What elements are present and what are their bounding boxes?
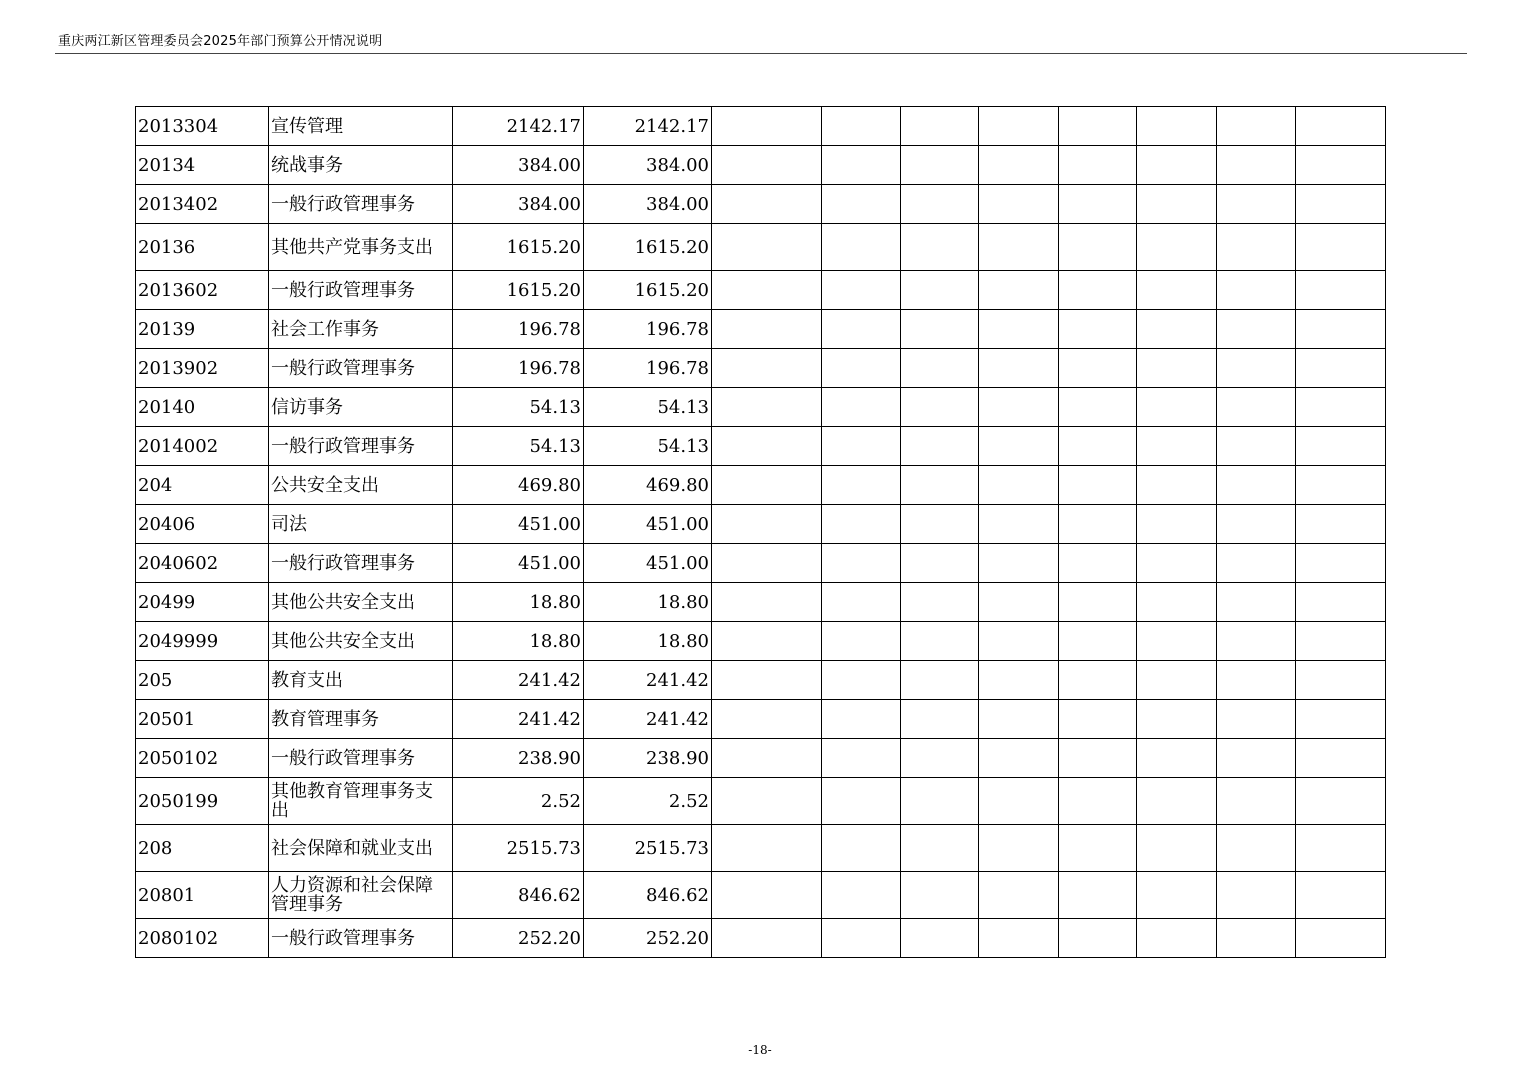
- page-number: -18-: [748, 1043, 772, 1057]
- cell-empty: [1217, 185, 1296, 224]
- cell-subject-name: 一般行政管理事务: [269, 739, 453, 778]
- cell-empty: [979, 310, 1059, 349]
- cell-empty: [1059, 224, 1137, 271]
- cell-empty: [1137, 185, 1217, 224]
- cell-subject-code: 20134: [136, 146, 269, 185]
- cell-subject-code: 20136: [136, 224, 269, 271]
- table-row: [136, 271, 1386, 310]
- cell-empty: [1217, 661, 1296, 700]
- cell-general-budget-amount: 238.90: [584, 739, 712, 778]
- cell-empty: [1217, 739, 1296, 778]
- table-row: [136, 505, 1386, 544]
- cell-empty: [901, 739, 979, 778]
- table-row: [136, 466, 1386, 505]
- table-body: [136, 107, 1386, 958]
- cell-empty: [901, 388, 979, 427]
- cell-empty: [1137, 349, 1217, 388]
- table-row: [136, 427, 1386, 466]
- cell-empty: [822, 622, 901, 661]
- cell-empty: [1059, 505, 1137, 544]
- cell-empty: [901, 661, 979, 700]
- cell-total-amount: 451.00: [453, 505, 584, 544]
- cell-general-budget-amount: 846.62: [584, 872, 712, 919]
- cell-subject-name: 社会保障和就业支出: [269, 825, 453, 872]
- cell-empty: [822, 427, 901, 466]
- cell-subject-code: 2040602: [136, 544, 269, 583]
- cell-subject-name: 一般行政管理事务: [269, 271, 453, 310]
- cell-subject-code: 2013602: [136, 271, 269, 310]
- cell-empty: [979, 505, 1059, 544]
- table-row: [136, 544, 1386, 583]
- cell-empty: [979, 349, 1059, 388]
- cell-empty: [712, 310, 822, 349]
- cell-empty: [979, 427, 1059, 466]
- cell-empty: [712, 271, 822, 310]
- cell-empty: [1059, 271, 1137, 310]
- cell-empty: [1137, 544, 1217, 583]
- cell-empty: [822, 146, 901, 185]
- cell-subject-name: 一般行政管理事务: [269, 427, 453, 466]
- cell-empty: [1137, 427, 1217, 466]
- table-row: [136, 107, 1386, 146]
- cell-subject-name: 社会工作事务: [269, 310, 453, 349]
- cell-general-budget-amount: 18.80: [584, 622, 712, 661]
- cell-subject-code: 20140: [136, 388, 269, 427]
- cell-empty: [1217, 919, 1296, 958]
- cell-subject-code: 208: [136, 825, 269, 872]
- cell-empty: [979, 825, 1059, 872]
- cell-empty: [979, 739, 1059, 778]
- cell-empty: [901, 622, 979, 661]
- cell-subject-name: 人力资源和社会保障管理事务: [269, 872, 453, 919]
- cell-subject-name: 其他公共安全支出: [269, 583, 453, 622]
- budget-expenditure-table: [135, 106, 1386, 958]
- cell-subject-code: 20139: [136, 310, 269, 349]
- table-row: [136, 872, 1386, 919]
- cell-empty: [1137, 622, 1217, 661]
- cell-general-budget-amount: 1615.20: [584, 224, 712, 271]
- cell-subject-code: 2080102: [136, 919, 269, 958]
- cell-general-budget-amount: 2515.73: [584, 825, 712, 872]
- cell-empty: [822, 919, 901, 958]
- cell-empty: [901, 146, 979, 185]
- cell-empty: [1059, 583, 1137, 622]
- cell-empty: [1059, 872, 1137, 919]
- cell-empty: [822, 825, 901, 872]
- cell-empty: [1217, 825, 1296, 872]
- cell-empty: [1137, 700, 1217, 739]
- cell-empty: [1059, 778, 1137, 825]
- cell-empty: [1296, 185, 1386, 224]
- cell-empty: [979, 466, 1059, 505]
- cell-subject-code: 2050199: [136, 778, 269, 825]
- cell-general-budget-amount: 54.13: [584, 427, 712, 466]
- table-row: [136, 661, 1386, 700]
- cell-total-amount: 241.42: [453, 661, 584, 700]
- cell-subject-code: 2014002: [136, 427, 269, 466]
- cell-empty: [712, 583, 822, 622]
- table-row: [136, 622, 1386, 661]
- cell-empty: [1217, 778, 1296, 825]
- cell-empty: [1217, 505, 1296, 544]
- cell-empty: [901, 310, 979, 349]
- cell-subject-code: 2013402: [136, 185, 269, 224]
- cell-empty: [712, 544, 822, 583]
- cell-empty: [1137, 583, 1217, 622]
- cell-empty: [1296, 778, 1386, 825]
- cell-subject-code: 2050102: [136, 739, 269, 778]
- cell-general-budget-amount: 54.13: [584, 388, 712, 427]
- cell-empty: [1059, 919, 1137, 958]
- cell-empty: [1296, 146, 1386, 185]
- cell-empty: [712, 872, 822, 919]
- cell-empty: [1296, 427, 1386, 466]
- cell-empty: [979, 778, 1059, 825]
- cell-empty: [1217, 271, 1296, 310]
- cell-subject-code: 2049999: [136, 622, 269, 661]
- cell-empty: [901, 872, 979, 919]
- cell-empty: [901, 466, 979, 505]
- table-row: [136, 388, 1386, 427]
- cell-empty: [1137, 107, 1217, 146]
- cell-empty: [1296, 271, 1386, 310]
- cell-subject-name: 信访事务: [269, 388, 453, 427]
- cell-subject-name: 公共安全支出: [269, 466, 453, 505]
- cell-empty: [1296, 919, 1386, 958]
- cell-subject-code: 20501: [136, 700, 269, 739]
- cell-total-amount: 2.52: [453, 778, 584, 825]
- cell-empty: [822, 107, 901, 146]
- cell-empty: [979, 544, 1059, 583]
- cell-empty: [712, 825, 822, 872]
- cell-empty: [979, 661, 1059, 700]
- cell-subject-code: 2013902: [136, 349, 269, 388]
- cell-empty: [822, 700, 901, 739]
- cell-empty: [1137, 661, 1217, 700]
- cell-empty: [712, 622, 822, 661]
- cell-empty: [901, 349, 979, 388]
- cell-empty: [1296, 583, 1386, 622]
- cell-empty: [979, 107, 1059, 146]
- cell-empty: [979, 872, 1059, 919]
- cell-empty: [712, 700, 822, 739]
- cell-total-amount: 196.78: [453, 310, 584, 349]
- cell-total-amount: 384.00: [453, 185, 584, 224]
- cell-subject-code: 204: [136, 466, 269, 505]
- cell-total-amount: 252.20: [453, 919, 584, 958]
- cell-empty: [1296, 349, 1386, 388]
- cell-empty: [822, 778, 901, 825]
- cell-empty: [1059, 825, 1137, 872]
- cell-general-budget-amount: 384.00: [584, 146, 712, 185]
- cell-subject-name: 统战事务: [269, 146, 453, 185]
- cell-empty: [1217, 310, 1296, 349]
- cell-total-amount: 451.00: [453, 544, 584, 583]
- cell-empty: [1137, 778, 1217, 825]
- cell-subject-name: 教育支出: [269, 661, 453, 700]
- cell-empty: [1137, 310, 1217, 349]
- cell-general-budget-amount: 384.00: [584, 185, 712, 224]
- cell-empty: [1059, 388, 1137, 427]
- cell-empty: [822, 388, 901, 427]
- cell-empty: [822, 349, 901, 388]
- cell-empty: [1137, 739, 1217, 778]
- cell-empty: [1137, 224, 1217, 271]
- cell-empty: [979, 622, 1059, 661]
- cell-empty: [1217, 107, 1296, 146]
- cell-empty: [1059, 739, 1137, 778]
- cell-empty: [1296, 739, 1386, 778]
- cell-empty: [1059, 700, 1137, 739]
- table-row: [136, 583, 1386, 622]
- cell-empty: [979, 146, 1059, 185]
- cell-empty: [1217, 700, 1296, 739]
- table-row: [136, 700, 1386, 739]
- cell-empty: [1217, 224, 1296, 271]
- cell-empty: [822, 739, 901, 778]
- cell-empty: [1217, 466, 1296, 505]
- cell-empty: [901, 919, 979, 958]
- cell-total-amount: 1615.20: [453, 224, 584, 271]
- cell-empty: [822, 505, 901, 544]
- cell-subject-name: 教育管理事务: [269, 700, 453, 739]
- cell-empty: [1059, 107, 1137, 146]
- cell-empty: [1217, 427, 1296, 466]
- cell-empty: [901, 825, 979, 872]
- cell-empty: [979, 224, 1059, 271]
- cell-subject-name: 司法: [269, 505, 453, 544]
- cell-empty: [712, 185, 822, 224]
- cell-empty: [1059, 466, 1137, 505]
- cell-empty: [901, 427, 979, 466]
- cell-general-budget-amount: 2.52: [584, 778, 712, 825]
- cell-subject-code: 20801: [136, 872, 269, 919]
- cell-empty: [1296, 872, 1386, 919]
- cell-empty: [1296, 622, 1386, 661]
- cell-empty: [712, 388, 822, 427]
- table-row: [136, 310, 1386, 349]
- cell-total-amount: 469.80: [453, 466, 584, 505]
- cell-empty: [901, 271, 979, 310]
- cell-empty: [1137, 466, 1217, 505]
- cell-general-budget-amount: 252.20: [584, 919, 712, 958]
- cell-general-budget-amount: 18.80: [584, 583, 712, 622]
- cell-subject-code: 2013304: [136, 107, 269, 146]
- cell-total-amount: 384.00: [453, 146, 584, 185]
- cell-empty: [1296, 107, 1386, 146]
- cell-empty: [712, 739, 822, 778]
- table-row: [136, 825, 1386, 872]
- table-row: [136, 919, 1386, 958]
- cell-general-budget-amount: 241.42: [584, 661, 712, 700]
- cell-general-budget-amount: 451.00: [584, 505, 712, 544]
- cell-total-amount: 846.62: [453, 872, 584, 919]
- cell-total-amount: 18.80: [453, 583, 584, 622]
- cell-subject-name: 一般行政管理事务: [269, 544, 453, 583]
- cell-general-budget-amount: 1615.20: [584, 271, 712, 310]
- cell-general-budget-amount: 196.78: [584, 349, 712, 388]
- cell-total-amount: 18.80: [453, 622, 584, 661]
- table-row: [136, 185, 1386, 224]
- cell-subject-name: 其他共产党事务支出: [269, 224, 453, 271]
- cell-empty: [712, 919, 822, 958]
- cell-empty: [1217, 583, 1296, 622]
- header-divider: [55, 53, 1467, 54]
- cell-empty: [1059, 185, 1137, 224]
- cell-general-budget-amount: 241.42: [584, 700, 712, 739]
- cell-subject-name: 一般行政管理事务: [269, 349, 453, 388]
- cell-empty: [822, 872, 901, 919]
- cell-general-budget-amount: 469.80: [584, 466, 712, 505]
- table-row: [136, 224, 1386, 271]
- cell-empty: [979, 185, 1059, 224]
- cell-total-amount: 238.90: [453, 739, 584, 778]
- cell-empty: [1059, 146, 1137, 185]
- cell-empty: [822, 271, 901, 310]
- cell-total-amount: 196.78: [453, 349, 584, 388]
- cell-empty: [901, 583, 979, 622]
- table-row: [136, 778, 1386, 825]
- cell-empty: [979, 583, 1059, 622]
- cell-empty: [901, 778, 979, 825]
- cell-subject-name: 宣传管理: [269, 107, 453, 146]
- cell-empty: [1059, 544, 1137, 583]
- cell-total-amount: 54.13: [453, 388, 584, 427]
- cell-total-amount: 1615.20: [453, 271, 584, 310]
- cell-empty: [1296, 466, 1386, 505]
- cell-empty: [712, 107, 822, 146]
- cell-empty: [1137, 872, 1217, 919]
- cell-subject-code: 20406: [136, 505, 269, 544]
- cell-empty: [822, 310, 901, 349]
- cell-subject-name: 一般行政管理事务: [269, 185, 453, 224]
- cell-empty: [712, 778, 822, 825]
- cell-empty: [1296, 310, 1386, 349]
- cell-subject-name: 其他公共安全支出: [269, 622, 453, 661]
- cell-subject-code: 205: [136, 661, 269, 700]
- cell-empty: [901, 224, 979, 271]
- cell-empty: [1137, 388, 1217, 427]
- cell-empty: [822, 661, 901, 700]
- cell-empty: [901, 700, 979, 739]
- cell-empty: [712, 466, 822, 505]
- cell-empty: [1296, 505, 1386, 544]
- cell-empty: [1217, 872, 1296, 919]
- cell-empty: [822, 583, 901, 622]
- cell-empty: [712, 349, 822, 388]
- cell-total-amount: 241.42: [453, 700, 584, 739]
- cell-empty: [901, 107, 979, 146]
- cell-general-budget-amount: 196.78: [584, 310, 712, 349]
- cell-empty: [1059, 661, 1137, 700]
- cell-empty: [1296, 700, 1386, 739]
- cell-empty: [1217, 349, 1296, 388]
- cell-empty: [822, 466, 901, 505]
- cell-empty: [1296, 544, 1386, 583]
- cell-subject-name: 其他教育管理事务支出: [269, 778, 453, 825]
- cell-empty: [1217, 146, 1296, 185]
- cell-empty: [1296, 388, 1386, 427]
- table-row: [136, 146, 1386, 185]
- table-row: [136, 739, 1386, 778]
- cell-empty: [712, 505, 822, 544]
- cell-empty: [1059, 427, 1137, 466]
- cell-empty: [822, 185, 901, 224]
- cell-empty: [1217, 544, 1296, 583]
- cell-empty: [979, 388, 1059, 427]
- cell-empty: [901, 505, 979, 544]
- cell-empty: [1217, 622, 1296, 661]
- cell-empty: [979, 700, 1059, 739]
- cell-general-budget-amount: 451.00: [584, 544, 712, 583]
- cell-general-budget-amount: 2142.17: [584, 107, 712, 146]
- cell-total-amount: 2142.17: [453, 107, 584, 146]
- cell-empty: [901, 544, 979, 583]
- cell-empty: [712, 427, 822, 466]
- cell-empty: [712, 146, 822, 185]
- cell-empty: [1137, 825, 1217, 872]
- cell-empty: [1296, 224, 1386, 271]
- table-row: [136, 349, 1386, 388]
- cell-empty: [712, 224, 822, 271]
- cell-empty: [979, 919, 1059, 958]
- cell-empty: [822, 224, 901, 271]
- cell-total-amount: 54.13: [453, 427, 584, 466]
- page-header-title: 重庆两江新区管理委员会2025年部门预算公开情况说明: [58, 34, 383, 49]
- cell-subject-name: 一般行政管理事务: [269, 919, 453, 958]
- cell-empty: [1137, 146, 1217, 185]
- cell-empty: [1137, 271, 1217, 310]
- cell-empty: [1217, 388, 1296, 427]
- cell-empty: [1137, 919, 1217, 958]
- cell-empty: [1137, 505, 1217, 544]
- cell-empty: [1059, 349, 1137, 388]
- cell-empty: [822, 544, 901, 583]
- cell-empty: [979, 271, 1059, 310]
- cell-empty: [1296, 661, 1386, 700]
- cell-subject-code: 20499: [136, 583, 269, 622]
- cell-empty: [1296, 825, 1386, 872]
- cell-empty: [1059, 622, 1137, 661]
- cell-empty: [901, 185, 979, 224]
- cell-empty: [712, 661, 822, 700]
- cell-total-amount: 2515.73: [453, 825, 584, 872]
- cell-empty: [1059, 310, 1137, 349]
